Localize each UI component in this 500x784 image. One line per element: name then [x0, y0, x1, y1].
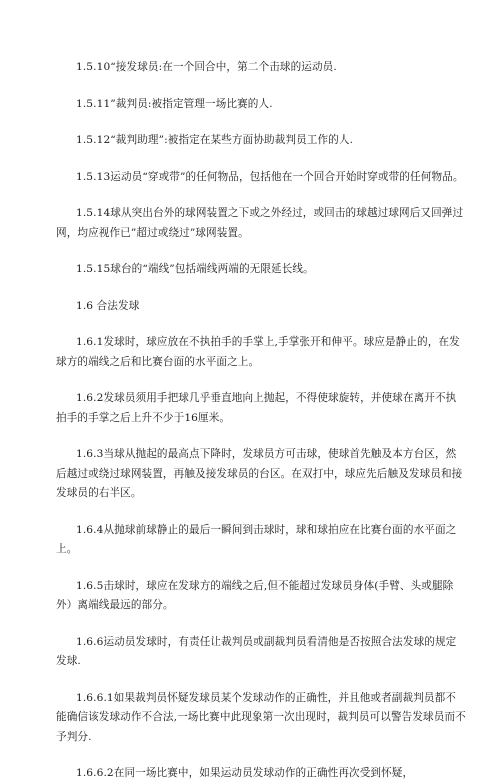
- paragraph-1-6-6-2: 1.6.6.2在同一场比赛中，如果运动员发球动作的正确性再次受到怀疑，: [76, 767, 414, 779]
- paragraph-1-5-11: 1.5.11”裁判员:被指定管理一场比赛的人.: [76, 97, 273, 110]
- paragraph-1-5-10: 1.5.10“接发球员:在一个回合中，第二个击球的运动员.: [76, 61, 337, 73]
- paragraph-1-5-13: 1.5.13运动员“穿或带”的任何物品，包括他在一个回合开始时穿或带的任何物品。: [76, 170, 464, 183]
- paragraph-1-6-1: 1.6.1发球时，球应放在不执拍手的手掌上,手掌张开和伸平。球应是静止的，在发球方的端线之后和比赛台面的水平面之上。: [56, 336, 460, 368]
- paragraph-1-6-6-1: 1.6.6.1如果裁判员怀疑发球员某个发球动作的正确性，并且他或者副裁判员都不能确信该发球动作不合法,一场比赛中此现象第一次出现时，裁判员可以警告发球员而不予判分.: [56, 691, 466, 743]
- paragraph-1-6-2: 1.6.2发球员须用手把球几乎垂直地向上抛起，不得使球旋转，并使球在离开不执拍手的手掌之后上升不少于16厘米。: [56, 392, 457, 424]
- paragraph-1-5-14: 1.5.14球从突出台外的球网装置之下或之外经过，或回击的球越过球网后又回弹过网，均应视作已”超过或绕过”球网装置。: [56, 207, 464, 239]
- paragraph-1-6-6: 1.6.6运动员发球时，有责任让裁判员或副裁判员看清他是否按照合法发球的规定发球.: [56, 635, 457, 667]
- paragraph-1-6-5: 1.6.5击球时，球应在发球方的端线之后,但不能超过发球员身体(手臂、头或腿除外）离端线最远的部分。: [56, 579, 454, 611]
- paragraph-1-5-12: 1.5.12“裁判助理”:被指定在某些方面协助裁判员工作的人.: [76, 134, 354, 146]
- paragraph-1-6-3: 1.6.3当球从抛起的最高点下降时，发球员方可击球，使球首先触及本方台区，然后越过或绕过球网装置，再触及接发球员的台区。在双打中，球应先后触及发球员和接发球员的右半区。: [56, 448, 463, 499]
- paragraph-1-5-15: 1.5.15球台的“端线”包括端线两端的无限延长线。: [76, 263, 314, 275]
- paragraph-1-6-4: 1.6.4从抛球前球静止的最后一瞬间到击球时，球和球拍应在比赛台面的水平面之上。: [56, 523, 457, 555]
- section-heading-1-6: 1.6 合法发球: [76, 299, 140, 312]
